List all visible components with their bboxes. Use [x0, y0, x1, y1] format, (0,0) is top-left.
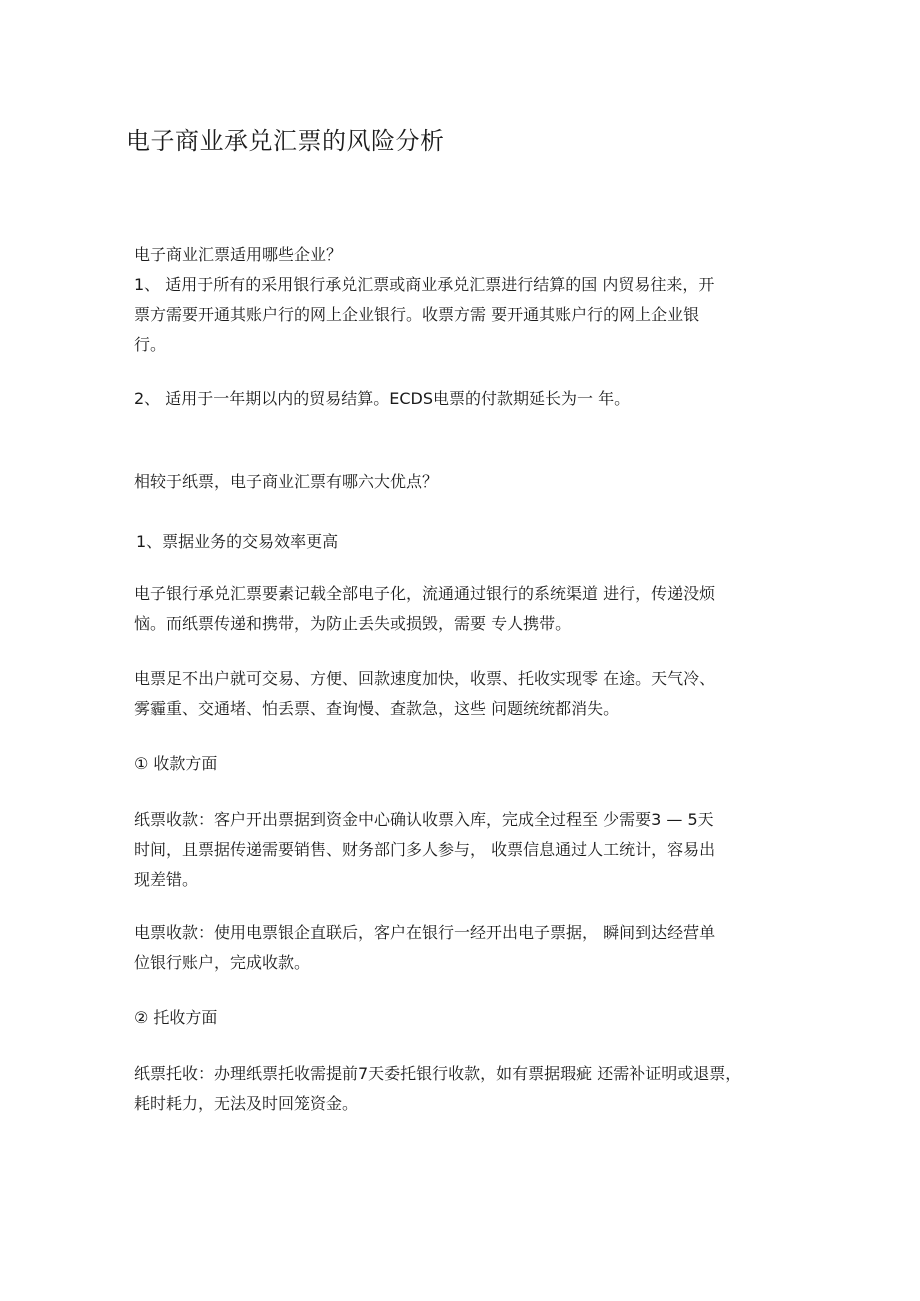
paragraph-paper-collection — [134, 805, 794, 895]
paragraph-electronic-elements — [134, 579, 794, 639]
heading-entrusted-collection: ② 托收方面 — [134, 1008, 218, 1027]
paragraph-paper-entrusted-collection — [134, 1059, 794, 1119]
paragraph-line: 现差错。 — [134, 870, 199, 889]
paragraph-line: 纸票收款：客户开出票据到资金中心确认收票入库，完成全过程至 少需要3 — 5天 — [134, 810, 714, 829]
list-item-1 — [134, 270, 794, 360]
paragraph-line: 电票足不出户就可交易、方便、回款速度加快，收票、托收实现零 在途。天气冷、 — [134, 669, 716, 688]
paragraph-line: 雾霾重、交通堵、怕丢票、查询慢、查款急，这些 问题统统都消失。 — [134, 699, 620, 718]
question-applicable-enterprises: 电子商业汇票适用哪些企业？ — [134, 245, 343, 264]
paragraph-convenience — [134, 664, 794, 724]
heading-collection: ① 收款方面 — [134, 754, 218, 773]
paragraph-line: 电票收款：使用电票银企直联后，客户在银行一经开出电子票据， 瞬间到达经营单 — [134, 923, 716, 942]
list-item-2: 2、 适用于一年期以内的贸易结算。ECDS电票的付款期延长为一 年。 — [134, 389, 631, 408]
subheading-efficiency: 1、票据业务的交易效率更高 — [136, 532, 339, 551]
list-item-1-line: 1、 适用于所有的采用银行承兑汇票或商业承兑汇票进行结算的国 内贸易往来，开 — [134, 275, 715, 294]
paragraph-electronic-collection — [134, 918, 794, 978]
paragraph-line: 位银行账户，完成收款。 — [134, 953, 311, 972]
paragraph-line: 电子银行承兑汇票要素记载全部电子化，流通通过银行的系统渠道 进行，传递没烦 — [134, 584, 716, 603]
paragraph-line: 时间，且票据传递需要销售、财务部门多人参与， 收票信息通过人工统计，容易出 — [134, 840, 716, 859]
document-title: 电子商业承兑汇票的风险分析 — [126, 127, 445, 155]
list-item-1-line: 票方需要开通其账户行的网上企业银行。收票方需 要开通其账户行的网上企业银 — [134, 305, 700, 324]
question-six-advantages: 相较于纸票，电子商业汇票有哪六大优点？ — [134, 472, 439, 491]
paragraph-line: 恼。而纸票传递和携带，为防止丢失或损毁，需要 专人携带。 — [134, 614, 572, 633]
list-item-1-line: 行。 — [134, 335, 167, 354]
paragraph-line: 纸票托收：办理纸票托收需提前7天委托银行收款，如有票据瑕疵 还需补证明或退票， — [134, 1064, 742, 1083]
paragraph-line: 耗时耗力，无法及时回笼资金。 — [134, 1094, 359, 1113]
